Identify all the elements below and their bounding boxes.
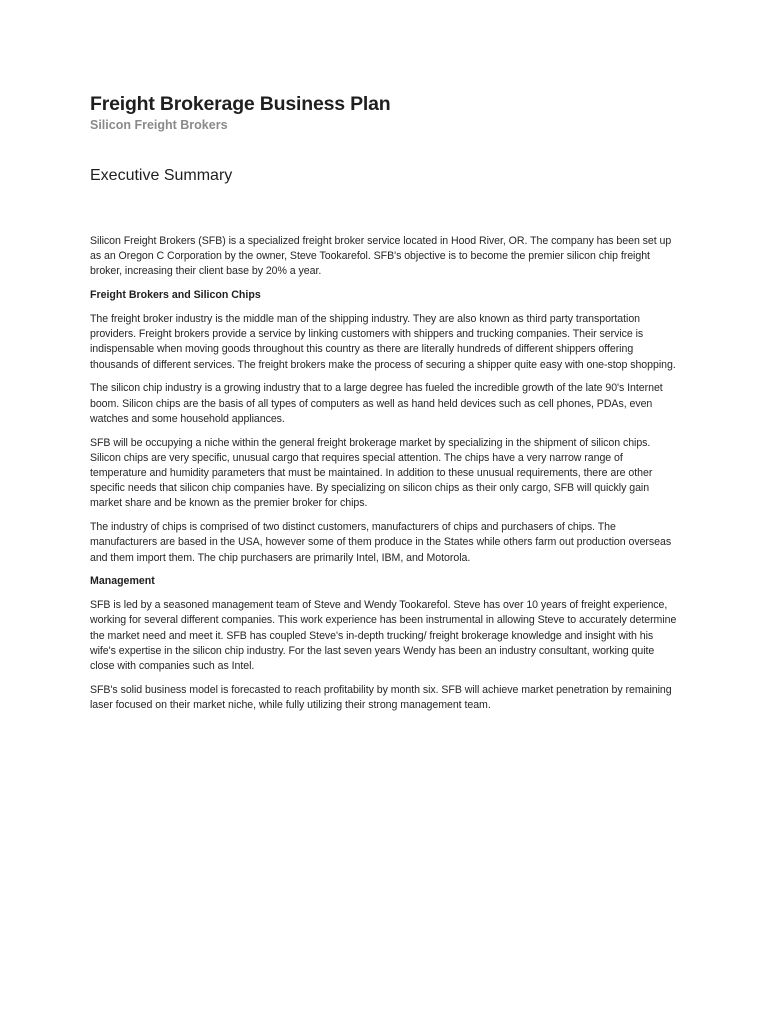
paragraph: The freight broker industry is the middle man of the shipping industry. They are also known as third party transportation providers. Freight brokers provide a service by linking customers with shippers and trucking companies. Their service is indispensable when moving goods throughout this country as there are literally hundreds of different shippers offering thousands of different services. The freight brokers make the process of securing a shipper quite easy with one-stop shopping.: [90, 313, 676, 371]
subheading-freight-brokers: Freight Brokers and Silicon Chips: [90, 289, 261, 302]
paragraph: SFB is led by a seasoned management team of Steve and Wendy Tookarefol. Steve has over 10 years of freight experience, working for several different companies. This work experience has been instrumental in allowing Steve to accurately determine the market need and meet it. SFB has coupled Steve's in-depth trucking/ freight brokerage knowledge and insight with his wife's expertise in the silicon chip industry. For the last seven years Wendy has been an industry consultant, working quite close with companies such as Intel.: [90, 599, 677, 673]
subheading-management: Management: [90, 575, 155, 588]
intro-paragraph: Silicon Freight Brokers (SFB) is a specialized freight broker service located in Hood River, OR. The company has been set up as an Oregon C Corporation by the owner, Steve Tookarefol. SFB's objective is to become the premier silicon chip freight broker, increasing their client base by 20% a year.: [90, 235, 672, 278]
document-page: [90, 92, 678, 722]
paragraph: The industry of chips is comprised of two distinct customers, manufacturers of chips and purchasers of chips. The manufacturers are based in the USA, however some of them produce in the States while others farm out production overseas and them import them. The chip purchasers are primarily Intel, IBM, and Motorola.: [90, 521, 672, 564]
section-title: Executive Summary: [90, 167, 233, 184]
executive-summary-body: [90, 234, 678, 713]
paragraph: SFB's solid business model is forecasted to reach profitability by month six. SFB will achieve market penetration by remaining laser focused on their market niche, while fully utilizing their strong management team.: [90, 683, 672, 712]
paragraph: SFB will be occupying a niche within the general freight brokerage market by specializing in the shipment of silicon chips. Silicon chips are very specific, unusual cargo that requires special attention. The chips have a very narrow range of temperature and humidity parameters that must be maintained. In addition to these unusual requirements, there are other specific needs that silicon chip companies have. By specializing on silicon chips as their only cargo, SFB will quickly gain market share and be known as the premier broker for chips.: [90, 436, 653, 510]
document-subtitle: Silicon Freight Brokers: [90, 118, 228, 132]
document-title: Freight Brokerage Business Plan: [90, 93, 391, 115]
paragraph: The silicon chip industry is a growing industry that to a large degree has fueled the incredible growth of the late 90's Internet boom. Silicon chips are the basis of all types of computers as well as hand held devices such as cell phones, PDAs, even watches and some household appliances.: [90, 382, 663, 425]
